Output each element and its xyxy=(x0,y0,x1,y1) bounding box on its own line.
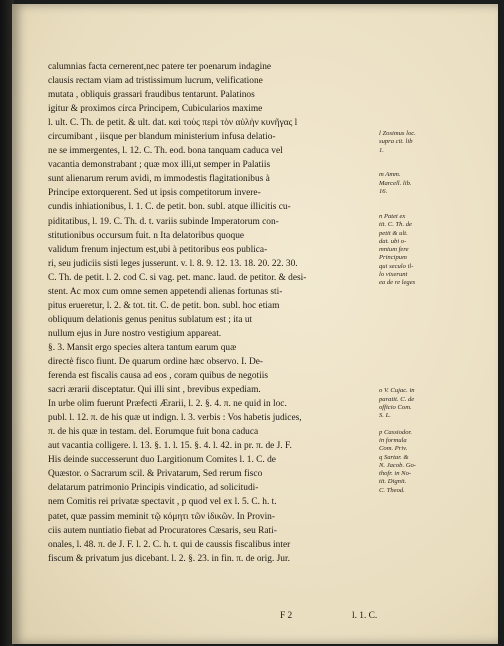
margin-note-line: tit. C. Th. de xyxy=(379,221,412,229)
margin-note-line: q Sartar. & xyxy=(379,453,409,461)
text-line: ferenda est fiscalis causa ad eos , coram quibus de negotiis xyxy=(48,371,268,382)
margin-note-line: thofr. in No- xyxy=(379,470,412,478)
margin-note-line: Principum xyxy=(379,254,407,262)
text-line: directè fisco fiunt. De quarum ordine hæc observo. I. De- xyxy=(48,356,264,367)
text-line: stitutionibus occursum fuit. n Ita delatoribus quoque xyxy=(48,230,245,241)
margin-note-line: dat. ubi o- xyxy=(379,237,407,245)
text-line: nullum ejus in Jure nostro vestigium appareat. xyxy=(48,328,222,339)
margin-note-line: qui seculo il- xyxy=(379,262,414,270)
margin-note-line: n Patet ex xyxy=(379,212,406,220)
text-line: validum frenum injectum est,ubi à petitoribus eos publica- xyxy=(48,244,268,255)
text-line: mutata , obliquis grassari fraudibus tentarunt. Palatinos xyxy=(48,90,255,101)
margin-note-line: tit. Dignit. xyxy=(379,478,407,486)
text-line: ciis autem nuntiatio fiebat ad Procuratores Cæsaris, seu Rati- xyxy=(48,525,277,536)
text-line: sunt alienarum rerum avidi, m immodestis flagitationibus à xyxy=(48,174,270,185)
margin-note-line xyxy=(379,313,443,321)
margin-note-line xyxy=(379,379,443,387)
margin-note-line: C. Theod. xyxy=(379,486,405,494)
margin-note-line xyxy=(379,420,443,428)
margin-note-line: N. Jacob. Go- xyxy=(379,461,416,469)
text-line: delatarum patrimonio Principis vindicatio, ad solicitudi- xyxy=(48,483,259,494)
text-line: Quæstor. o Sacrarum scil. & Privatarum, Sed rerum fisco xyxy=(48,469,263,480)
margin-note-line: Marcell. lib. xyxy=(379,179,412,187)
text-line: ne se immergentes, l. 12. C. Th. eod. bona tanquam caduca vel xyxy=(48,146,283,157)
margin-note-line xyxy=(379,304,443,312)
margin-note-line xyxy=(379,155,443,163)
text-line: calumnias facta cernerent,nec patere ter poenarum indagine xyxy=(48,62,272,72)
margin-note-line xyxy=(379,288,443,296)
margin-note-line: supra cit. lib xyxy=(379,138,413,146)
margin-note-line: mnium fere xyxy=(379,246,409,254)
margin-note-line xyxy=(379,371,443,379)
text-line: Principe extorquerent. Sed ut ipsis competitorum invere- xyxy=(48,188,261,199)
text-line: circumibant , iisque per blandum ministerium infusa delatio- xyxy=(48,132,276,143)
margin-note-line: officio Com. xyxy=(379,403,412,411)
margin-note-line: l Zosimus loc. xyxy=(379,130,416,137)
text-line: sacri ærarii disceptatur. Qui illi sint , brevibus expediam. xyxy=(48,385,261,396)
margin-note-line xyxy=(379,354,443,362)
margin-note-line xyxy=(379,163,443,171)
margin-note-line: 16. xyxy=(379,188,388,196)
text-line: vacantia demonstrabant ; quæ mox illi,ut semper in Palatiis xyxy=(48,160,271,171)
text-line: l. ult. C. Th. de petit. & ult. dat. καὶ τοὺς περὶ τὸν αὐλὴν κυνῆγας l xyxy=(48,118,298,129)
main-text-block xyxy=(48,60,382,566)
text-line: stent. Ac mox cum omne semen appetendi alienas fortunas sti- xyxy=(48,286,283,297)
margin-note-line: 1. xyxy=(379,146,384,154)
text-line: patet, quæ passim meminit τῷ κόμητι τῶν ἰδικῶν. In Provin- xyxy=(48,511,275,522)
margin-note-line: S. L. xyxy=(379,412,391,420)
signature-mark: F 2 xyxy=(280,611,293,621)
text-line: C. Th. de petit. l. 2. cod C. si vag. pet. manc. laud. de petitor. & desi- xyxy=(48,272,307,283)
margin-note-line xyxy=(379,321,443,329)
text-line: fiscum & privatum jus dicebant. l. 2. §. 23. in fin. π. de orig. Jur. xyxy=(48,553,290,564)
catchword: l. 1. C. xyxy=(352,611,378,621)
margin-note-line: m Amm. xyxy=(379,171,401,179)
margin-note-line: Com. Priv. xyxy=(379,445,408,453)
text-line: His deinde successerunt duo Largitionum Comites l. 1. C. de xyxy=(48,455,276,466)
margin-note-line xyxy=(379,296,443,304)
margin-note-line: p Cassiodor. xyxy=(379,428,412,436)
text-line: nem Comitis rei privatæ spectavit , p quod vel ex l. 5. C. h. t. xyxy=(48,497,277,508)
margin-note-line: petit & ult. xyxy=(379,229,408,237)
margin-note-line xyxy=(379,329,443,337)
margin-note-line: ea de re leges xyxy=(379,279,416,287)
text-line: piditatibus, l. 19. C. Th. d. t. variis subinde Imperatorum con- xyxy=(48,216,279,227)
text-line: igitur & proximos circa Principem, Cubicularios maxime xyxy=(48,104,263,115)
margin-note-line xyxy=(379,346,443,354)
text-line: §. 3. Mansit ergo species altera tantum earum quæ xyxy=(48,342,237,353)
margin-note-line: lo vixerunt xyxy=(379,271,408,279)
margin-note-line xyxy=(379,337,443,345)
text-line: publ. l. 12. π. de his quæ ut indign. l. 3. verbis : Vos habetis judices, xyxy=(48,413,302,424)
text-line: cundis inhiationibus, l. 1. C. de petit. bon. subl. atque illicitis cu- xyxy=(48,202,291,213)
margin-note-line xyxy=(379,196,443,204)
text-line: clausis rectam viam ad tristissimum lucrum, velificatione xyxy=(48,76,263,87)
margin-note-line: o V. Cujac. in xyxy=(379,387,415,395)
marginal-notes xyxy=(379,130,443,495)
text-line: ri, seu judiciis sisti leges jusserunt. v. l. 8. 9. 12. 13. 18. 20. 22. 30. xyxy=(48,258,298,269)
book-page xyxy=(12,4,498,644)
text-line: π. de his quæ in testam. del. Eorumque fuit bona caduca xyxy=(48,427,259,438)
margin-note-line: in formula xyxy=(379,436,407,444)
text-line: pitus erueretur, l. 2. & tot. tit. C. de petit. bon. subl. hoc etiam xyxy=(48,300,280,311)
margin-note-line xyxy=(379,205,443,213)
margin-note-line xyxy=(379,362,443,370)
text-line: onales, l. 48. π. de J. F. l. 2. C. h. t. qui de caussis fiscalibus inter xyxy=(48,539,291,550)
margin-note-line: paratit. C. de xyxy=(379,395,415,403)
text-line: aut vacantia colligere. l. 13. §. 1. l. 15. §. 4. l. 42. in pr. π. de J. F. xyxy=(48,441,292,452)
text-line: In urbe olim fuerunt Præfecti Ærarii, l. 2. §. 4. π. ne quid in loc. xyxy=(48,399,287,410)
text-line: obliquum delationis genus penitus sublatum est ; ita ut xyxy=(48,314,253,325)
